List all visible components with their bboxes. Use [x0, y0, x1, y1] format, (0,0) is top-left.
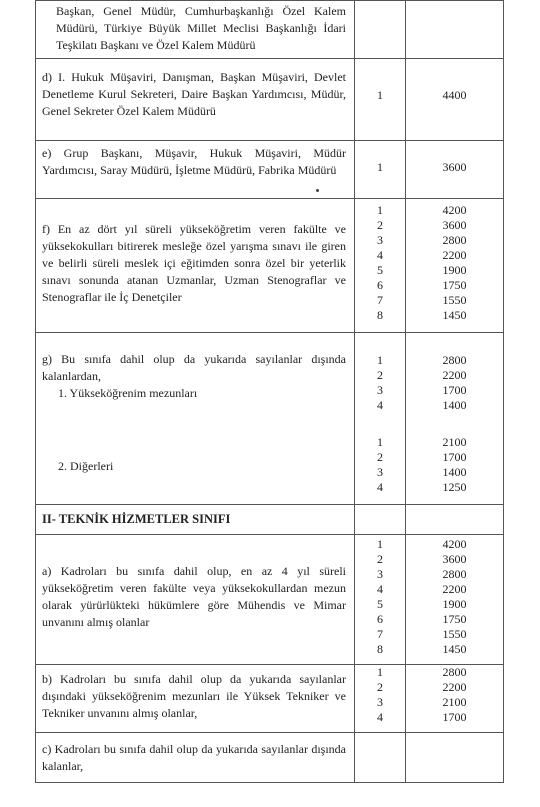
amount-cell: [406, 505, 504, 535]
list-item: 4200: [442, 537, 467, 551]
table-row: [36, 141, 504, 199]
grade-cell: [355, 333, 406, 505]
list-item: 3: [377, 465, 383, 479]
list-item: 1: [377, 665, 383, 679]
grade-cell: [355, 59, 406, 141]
list-item: 1550: [442, 627, 467, 641]
list-item: 2: [377, 450, 383, 464]
amount-cell: [406, 733, 504, 783]
list-item: 3: [377, 233, 383, 247]
list-item: 4: [377, 398, 383, 412]
list-item: 2200: [442, 582, 467, 596]
list-item: 1450: [442, 642, 467, 656]
scan-speck: [316, 189, 319, 192]
description-cell: [36, 59, 355, 141]
table-row: [36, 535, 504, 665]
list-item: 1700: [442, 710, 467, 724]
amount-cell: [406, 535, 504, 665]
row-text: e) Grup Başkanı, Müşavir, Hukuk Müşaviri, Müdür Yardımcısı, Saray Müdürü, İşletme Müdürü, Fabrika Müdürü: [42, 146, 346, 177]
row-text: c) Kadroları bu sınıfa dahil olup da yukarıda sayılanlar dışında kalanlar,: [42, 742, 346, 773]
amount-value: 3600: [442, 160, 467, 174]
table-row: [36, 199, 504, 333]
list-item: 8: [377, 308, 383, 322]
description-cell: [36, 141, 355, 199]
list-item: 3: [377, 695, 383, 709]
grade-cell: [355, 505, 406, 535]
amount-cell: [406, 1, 504, 59]
amount-cell: [406, 59, 504, 141]
list-item: 2: [377, 680, 383, 694]
amount-value: 4400: [442, 88, 467, 102]
description-cell: [36, 333, 355, 505]
section-heading-cell: [36, 505, 355, 535]
row-text: Başkan, Genel Müdür, Cumhurbaşkanlığı Özel Kalem Müdürü, Türkiye Büyük Millet Meclisi Başkanlığı İdari Teşkilatı Başkanı ve Özel Kalem Müdürü: [56, 4, 346, 52]
list-item: 1750: [442, 612, 467, 626]
row-text: d) I. Hukuk Müşaviri, Danışman, Başkan Müşaviri, Devlet Denetleme Kurul Sekreteri, Daire Başkan Yardımcısı, Müdür, Genel Sekreter Özel Kalem Müdürü: [42, 70, 346, 118]
list-item: 8: [377, 642, 383, 656]
list-item: 4: [377, 710, 383, 724]
list-item: 1: [377, 203, 383, 217]
description-cell: [36, 733, 355, 783]
list-item: 1: [377, 537, 383, 551]
amount-cell: [406, 141, 504, 199]
amount-list: [406, 665, 503, 725]
grade-cell: [355, 1, 406, 59]
list-item: 1: [377, 435, 383, 449]
list-item: 2800: [442, 353, 467, 367]
list-item: 1: [377, 353, 383, 367]
grade-cell: [355, 665, 406, 733]
sub-item-label: 2. Diğerleri: [58, 459, 114, 473]
list-item: 2800: [442, 665, 467, 679]
table-row: [36, 733, 504, 783]
row-text: b) Kadroları bu sınıfa dahil olup da yukarıda sayılanlar dışındaki yükseköğrenim mezunları ile Yüksek Tekniker ve Tekniker unvanını almış olanlar,: [42, 672, 346, 720]
list-item: 2200: [442, 368, 467, 382]
list-item: 1900: [442, 263, 467, 277]
list-item: 2100: [442, 435, 467, 449]
row-text: a) Kadroları bu sınıfa dahil olup, en az 4 yıl süreli yükseköğretim veren fakülte veya yüksekokullardan mezun olarak yürürlükteki hükümlere göre Mühendis ve Mimar unvanını almış olanlar: [42, 564, 346, 629]
amount-list: [406, 333, 503, 413]
list-item: 2200: [442, 680, 467, 694]
list-item: 1450: [442, 308, 467, 322]
amount-cell: [406, 333, 504, 505]
list-item: 1750: [442, 278, 467, 292]
list-item: 3600: [442, 552, 467, 566]
grade-value: 1: [377, 88, 383, 102]
amount-cell: [406, 199, 504, 333]
list-item: 3: [377, 383, 383, 397]
grade-cell: [355, 141, 406, 199]
grade-cell: [355, 199, 406, 333]
list-item: 1400: [442, 398, 467, 412]
list-item: 2800: [442, 233, 467, 247]
list-item: 5: [377, 263, 383, 277]
list-item: 2800: [442, 567, 467, 581]
row-text: f) En az dört yıl süreli yükseköğretim veren fakülte ve yüksekokulları bitirerek mesleğe özel yarışma sınavı ile giren ve belirli süreli meslek içi eğitimden sonra özel bir yeterlik sınavı sonunda atanan Uzmanlar, Uzman Stenograflar ve Stenograflar ile İç Denetçiler: [42, 222, 346, 304]
list-item: 2: [377, 218, 383, 232]
list-item: 7: [377, 293, 383, 307]
grade-list: [355, 199, 405, 323]
list-item: 4200: [442, 203, 467, 217]
grade-list: [355, 535, 405, 657]
grade-cell: [355, 535, 406, 665]
list-item: 6: [377, 278, 383, 292]
row-text: g) Bu sınıfa dahil olup da yukarıda sayılanlar dışında kalanlardan,: [42, 352, 346, 383]
list-item: 4: [377, 582, 383, 596]
grade-list: [355, 665, 405, 725]
list-item: 3600: [442, 218, 467, 232]
list-item: 3: [377, 567, 383, 581]
section-heading: II- TEKNİK HİZMETLER SINIFI: [42, 512, 231, 526]
list-item: 1700: [442, 383, 467, 397]
grade-value: 1: [377, 160, 383, 174]
row-text-group: [36, 333, 354, 479]
description-cell: [36, 665, 355, 733]
table-row: [36, 665, 504, 733]
table-row: [36, 59, 504, 141]
table-row: [36, 1, 504, 59]
table-row: [36, 333, 504, 505]
table-row: [36, 505, 504, 535]
list-item: 2: [377, 368, 383, 382]
list-item: 4: [377, 480, 383, 494]
allowance-table: [35, 0, 504, 783]
list-item: 7: [377, 627, 383, 641]
grade-cell: [355, 733, 406, 783]
amount-list: [406, 435, 503, 495]
list-item: 1900: [442, 597, 467, 611]
list-item: 5: [377, 597, 383, 611]
grade-list: [355, 333, 405, 413]
list-item: 2100: [442, 695, 467, 709]
description-cell: [36, 535, 355, 665]
description-cell: [36, 1, 355, 59]
description-cell: [36, 199, 355, 333]
list-item: 6: [377, 612, 383, 626]
sub-item-label: 1. Yükseköğrenim mezunları: [58, 386, 198, 400]
amount-list: [406, 535, 503, 657]
grade-list: [355, 435, 405, 495]
amount-list: [406, 199, 503, 323]
list-item: 1550: [442, 293, 467, 307]
list-item: 1700: [442, 450, 467, 464]
amount-cell: [406, 665, 504, 733]
list-item: 1400: [442, 465, 467, 479]
list-item: 2200: [442, 248, 467, 262]
list-item: 4: [377, 248, 383, 262]
list-item: 1250: [442, 480, 467, 494]
list-item: 2: [377, 552, 383, 566]
